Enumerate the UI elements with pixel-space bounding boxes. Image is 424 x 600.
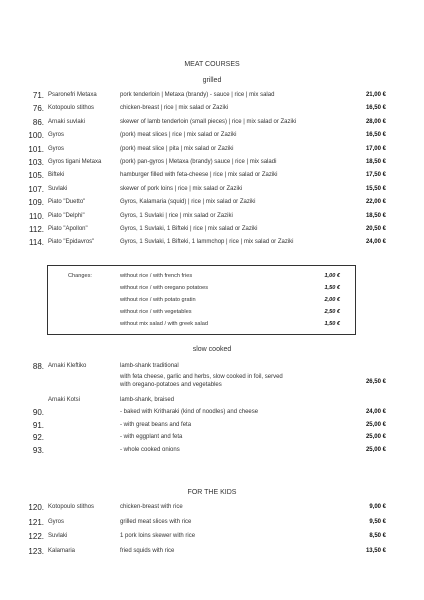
item-price: 28,00 € [365, 118, 386, 125]
item-description: hamburger filled with feta-cheese | rice | mix salad or Zaziki [120, 172, 278, 179]
menu-item [0, 157, 424, 168]
menu-item [0, 103, 424, 114]
item-name: Kalamaria [48, 548, 76, 555]
item-price: 13,50 € [365, 548, 386, 555]
item-number: 90. [32, 408, 44, 417]
item-description: fried squids with rice [120, 548, 175, 555]
item-name: Gyros tigani Metaxa [48, 159, 102, 165]
item-name: Piato "Apollon" [48, 226, 88, 232]
item-price: 25,00 € [365, 447, 386, 454]
item-name: Piato "Delphi" [48, 212, 85, 219]
change-price: 1,00 € [324, 273, 340, 279]
changes-box [47, 265, 356, 335]
item-name: Arnaki suvlaki [48, 118, 86, 125]
item-description: Gyros, Kalamaria (squid) | rice | mix salad or Zaziki [120, 199, 256, 206]
item-description: - whole cooked onions [120, 447, 180, 454]
changes-label: Changes: [68, 273, 92, 279]
menu-item [0, 517, 424, 528]
item-description: Gyros, 1 Suvlaki, 1 Bifteki | rice | mix salad or Zaziki [120, 226, 258, 232]
item-price: 8,50 € [369, 533, 386, 540]
change-description: without mix salad / with greek salad [120, 321, 208, 327]
item-number: 122. [28, 532, 44, 542]
item-name: Piato "Duetto" [48, 199, 86, 206]
menu-item [0, 502, 424, 513]
slow-section-title: slow cooked [192, 346, 232, 353]
menu-item [0, 170, 424, 181]
menu-item [0, 531, 424, 542]
item-number: 123. [28, 547, 44, 557]
item-description: lamb-shank, braised [120, 397, 175, 403]
kids-section-title: FOR THE KIDS [187, 489, 237, 496]
item-price: 16,50 € [365, 132, 386, 139]
change-option [48, 283, 355, 294]
change-option [48, 319, 355, 330]
item-price: 16,50 € [365, 105, 386, 112]
change-description: without rice / with oregano potatoes [120, 285, 208, 291]
menu-item [0, 237, 424, 248]
item-price: 25,00 € [365, 421, 386, 428]
change-price: 1,50 € [324, 321, 340, 327]
menu-item [0, 211, 424, 222]
item-description: grilled meat slices with rice [120, 518, 192, 525]
item-price: 21,00 € [365, 92, 386, 98]
item-description: - baked with Kritharaki (kind of noodles) and cheese [120, 409, 259, 415]
item-number: 100. [28, 131, 44, 141]
item-description: (pork) meat slices | rice | mix salad or Zaziki [120, 132, 237, 139]
change-description: without rice / with vegetables [120, 309, 192, 315]
item-number: 88. [32, 362, 44, 371]
item-name: Arnaki Kotsi [48, 397, 81, 403]
item-price: 9,50 € [369, 518, 386, 525]
item-number: 103. [28, 158, 44, 167]
item-description: - with great beans and feta [120, 421, 192, 428]
item-number: 110. [29, 211, 44, 221]
item-description: (pork) meat slice | pita | mix salad or Zaziki [120, 145, 234, 152]
item-price: 24,00 € [365, 239, 386, 246]
item-description: skewer of pork loins | rice | mix salad or Zaziki [120, 185, 243, 192]
change-price: 2,50 € [324, 309, 340, 315]
change-option [48, 295, 355, 306]
menu-item [0, 117, 424, 128]
menu-item [0, 407, 424, 418]
menu-item [0, 184, 424, 195]
item-price: 15,50 € [365, 185, 386, 192]
menu-item [0, 144, 424, 155]
item-description: - with eggplant and feta [120, 434, 183, 441]
item-name: Piato "Epidavros" [48, 239, 95, 246]
item-price: 25,00 € [365, 434, 386, 441]
item-number: 107. [28, 184, 44, 194]
menu-item [0, 445, 424, 456]
item-description: lamb-shank traditional [120, 363, 179, 369]
menu-item [0, 130, 424, 141]
item-number: 92. [32, 433, 44, 443]
item-description: skewer of lamb tenderloin (small pieces) | rice | mix salad or Zaziki [120, 118, 297, 125]
item-name: Gyros [48, 132, 65, 139]
item-price: 24,00 € [365, 409, 386, 415]
item-name: Gyros [48, 518, 65, 525]
item-description: Gyros, 1 Suvlaki | rice | mix salad or Zaziki [120, 212, 233, 219]
kleftiko-price-row [0, 377, 424, 388]
item-name: Psaronefri Metaxa [48, 92, 97, 98]
item-price: 17,00 € [365, 145, 386, 152]
kleftiko-detail-line: with oregano-potatoes and vegetables [120, 382, 222, 388]
item-description: Gyros, 1 Suvlaki, 1 Bifteki, 1 lammchop | rice | mix salad or Zaziki [120, 239, 294, 246]
meat-section-subtitle: grilled [202, 77, 222, 84]
item-number: 105. [28, 171, 44, 181]
item-description: (pork) pan-gyros | Metaxa (brandy) sauce | rice | mix saladi [120, 159, 277, 165]
item-name: Bifteki [48, 172, 65, 179]
item-number: 112. [29, 225, 44, 234]
change-option [48, 307, 355, 318]
item-number: 109. [28, 198, 44, 208]
item-description: chicken-breast with rice [120, 504, 183, 510]
item-number: 91. [32, 420, 44, 430]
kleftiko-detail-line: with feta cheese, garlic and herbs, slow cooked in foil, served [120, 374, 283, 380]
item-number: 71. [32, 91, 44, 100]
item-price: 26,50 € [365, 379, 386, 385]
item-price: 18,50 € [365, 159, 386, 165]
menu-item [0, 420, 424, 431]
item-number: 76. [32, 104, 44, 114]
meat-section-title: MEAT COURSES [184, 61, 240, 68]
item-number: 120. [28, 503, 44, 512]
item-price: 18,50 € [365, 212, 386, 219]
menu-item [0, 432, 424, 443]
item-name: Suvlaki [48, 185, 68, 192]
change-price: 1,50 € [324, 285, 340, 291]
menu-item [0, 224, 424, 235]
menu-item-kotsi [0, 395, 424, 406]
item-description: pork tenderloin | Metaxa (brandy) - sauce | rice | mix salad [120, 92, 275, 98]
item-price: 9,00 € [369, 504, 386, 510]
item-name: Gyros [48, 145, 65, 152]
change-option [48, 271, 355, 282]
item-number: 114. [29, 238, 44, 248]
item-number: 101. [28, 144, 44, 154]
menu-item [0, 90, 424, 101]
change-description: without rice / with french fries [120, 273, 193, 279]
menu-item [0, 197, 424, 208]
item-name: Arnaki Kleftiko [48, 363, 87, 369]
item-price: 17,50 € [365, 172, 386, 179]
menu-item-kleftiko [0, 361, 424, 372]
item-description: chicken-breast | rice | mix salad or Zaziki [120, 105, 229, 112]
item-number: 86. [32, 117, 44, 127]
change-price: 2,00 € [324, 297, 340, 303]
item-number: 93. [32, 446, 44, 456]
item-name: Kotopoulo stithos [48, 105, 95, 112]
item-price: 22,00 € [365, 199, 386, 206]
menu-item [0, 546, 424, 557]
item-name: Suvlaki [48, 533, 68, 540]
item-description: 1 pork loins skewer with rice [120, 533, 196, 540]
item-number: 121. [28, 517, 44, 527]
item-price: 20,50 € [365, 226, 386, 232]
item-name: Kotopoulo stithos [48, 504, 95, 510]
change-description: without rice / with potato gratin [120, 297, 196, 303]
